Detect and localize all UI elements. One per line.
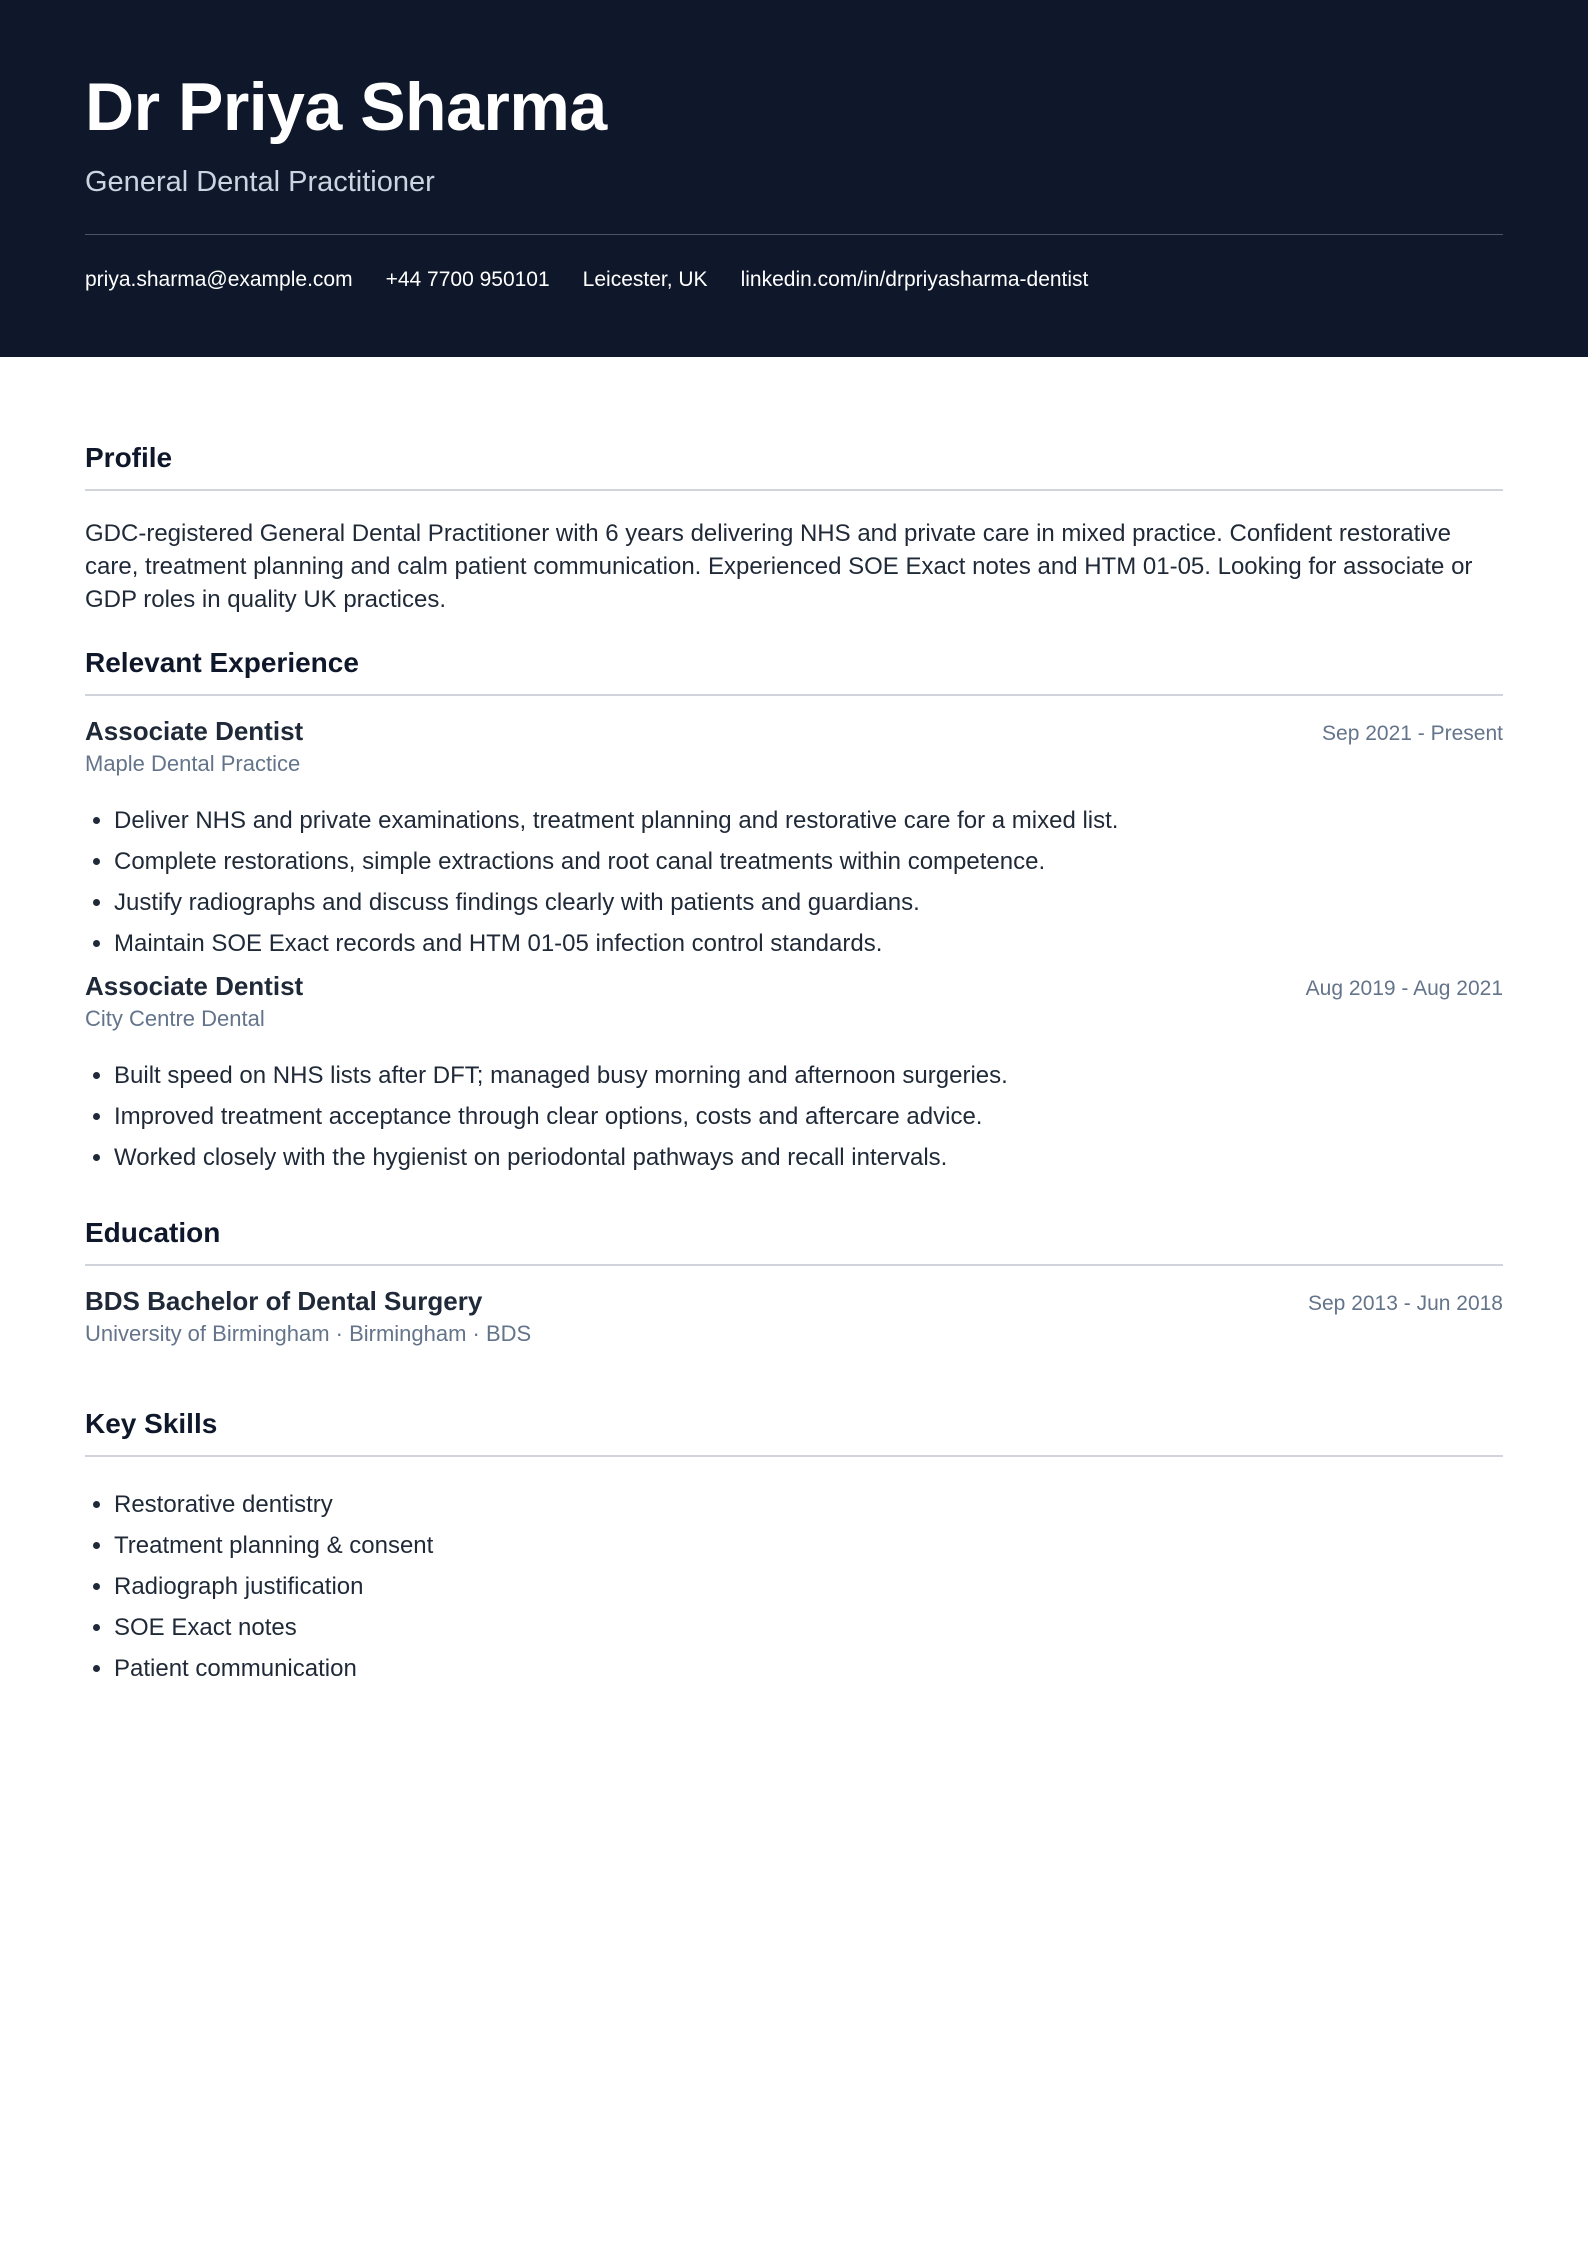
degree-title: BDS Bachelor of Dental Surgery — [85, 1286, 483, 1316]
skill-item: • Radiograph justification — [114, 1573, 1503, 1601]
job-bullet: • Complete restorations, simple extractions and root canal treatments within competence. — [114, 848, 1503, 876]
section-heading: Key Skills — [85, 1407, 1503, 1457]
contact-location: Leicester, UK — [582, 268, 708, 291]
candidate-name: Dr Priya Sharma — [85, 69, 607, 145]
skill-item: • Patient communication — [114, 1655, 1503, 1683]
job-dates: Sep 2021 - Present — [1322, 722, 1503, 745]
job-bullet: • Deliver NHS and private examinations, treatment planning and restorative care for a mixed list. — [114, 807, 1503, 835]
skill-item: • SOE Exact notes — [114, 1614, 1503, 1642]
job-role: Associate Dentist — [85, 716, 304, 746]
skill-item: • Treatment planning & consent — [114, 1532, 1503, 1560]
education-entry — [85, 1286, 1503, 1347]
education-details: University of Birmingham · Birmingham · BDS — [85, 1321, 532, 1346]
section-heading: Education — [85, 1216, 1503, 1266]
job-role: Associate Dentist — [85, 971, 304, 1001]
section-heading: Profile — [85, 441, 1503, 491]
job-bullet: • Justify radiographs and discuss findings clearly with patients and guardians. — [114, 889, 1503, 917]
experience-section — [85, 646, 1503, 1172]
skill-item: • Restorative dentistry — [114, 1491, 1503, 1519]
candidate-title: General Dental Practitioner — [85, 166, 435, 198]
job-company: City Centre Dental — [85, 1006, 265, 1031]
profile-text: GDC-registered General Dental Practitioner with 6 years delivering NHS and private care in mixed practice. Confident restorative care, treatment planning and calm patient communication. Experienced SOE Exact notes and HTM 01-05. Looking for associate or GDP roles in quality UK practices. — [85, 520, 1473, 613]
job-bullets — [85, 807, 1503, 958]
resume-body — [0, 357, 1588, 1683]
resume-header — [0, 0, 1588, 357]
section-heading: Relevant Experience — [85, 646, 1503, 696]
education-dates: Sep 2013 - Jun 2018 — [1308, 1292, 1503, 1315]
job-entry — [85, 971, 1503, 1172]
contact-phone: +44 7700 950101 — [385, 268, 550, 291]
job-bullet: • Improved treatment acceptance through clear options, costs and aftercare advice. — [114, 1103, 1503, 1131]
job-bullet: • Built speed on NHS lists after DFT; managed busy morning and afternoon surgeries. — [114, 1062, 1503, 1090]
header-divider — [85, 234, 1503, 235]
contact-email: priya.sharma@example.com — [85, 268, 353, 291]
skills-section — [85, 1407, 1503, 1683]
profile-section — [85, 441, 1503, 616]
job-entry — [85, 716, 1503, 958]
job-bullet: • Maintain SOE Exact records and HTM 01-05 infection control standards. — [114, 930, 1503, 958]
skills-list — [85, 1491, 1503, 1683]
education-section — [85, 1216, 1503, 1347]
job-company: Maple Dental Practice — [85, 751, 301, 776]
job-dates: Aug 2019 - Aug 2021 — [1305, 977, 1503, 1000]
contact-linkedin: linkedin.com/in/drpriyasharma-dentist — [740, 268, 1089, 291]
contact-bar — [85, 268, 1503, 292]
job-bullets — [85, 1062, 1503, 1172]
job-bullet: • Worked closely with the hygienist on periodontal pathways and recall intervals. — [114, 1144, 1503, 1172]
